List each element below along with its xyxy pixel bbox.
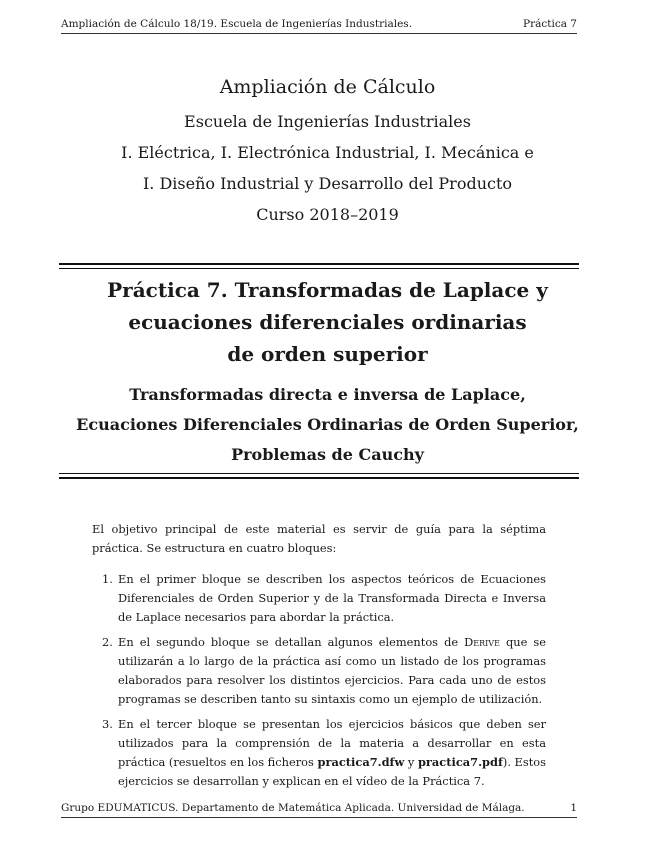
practice-subtitle-line-1: Transformadas directa e inversa de Laplace, bbox=[129, 385, 526, 404]
body-text bbox=[92, 520, 546, 797]
degrees-line-1: I. Eléctrica, I. Electrónica Industrial, I. Mecánica e bbox=[121, 143, 534, 162]
list-item-number: 3. bbox=[102, 717, 113, 731]
list-item-text-before: En el segundo bloque se detallan algunos elementos de bbox=[118, 635, 465, 649]
list-item-number: 1. bbox=[102, 572, 113, 586]
degrees-line-2: I. Diseño Industrial y Desarrollo del Producto bbox=[142, 174, 513, 193]
file-name-pdf: practica7.pdf bbox=[417, 755, 503, 769]
course-title: Ampliación de Cálculo bbox=[219, 76, 436, 98]
practice-subtitle-line-3: Problemas de Cauchy bbox=[231, 445, 424, 464]
list-item bbox=[92, 570, 546, 627]
title-block bbox=[0, 76, 655, 230]
footer-left: Grupo EDUMATICUS. Departamento de Matemática Aplicada. Universidad de Málaga. bbox=[61, 802, 525, 814]
top-double-rule bbox=[59, 263, 579, 269]
running-footer bbox=[61, 802, 577, 818]
running-header bbox=[61, 18, 577, 34]
practice-subtitle-line-2: Ecuaciones Diferenciales Ordinarias de Orden Superior, bbox=[76, 415, 579, 434]
file-name-dfw: practica7.dfw bbox=[317, 755, 405, 769]
school-name: Escuela de Ingenierías Industriales bbox=[184, 112, 471, 131]
page-number: 1 bbox=[570, 802, 577, 814]
intro-paragraph: El objetivo principal de este material es servir de guía para la séptima práctica. Se estructura en cuatro bloques: bbox=[92, 522, 546, 555]
header-right: Práctica 7 bbox=[523, 18, 577, 30]
bottom-double-rule bbox=[59, 473, 579, 479]
list-item-text-mid: y bbox=[404, 755, 418, 769]
list-item-text-before: En el tercer bloque se presentan los ejercicios básicos que deben ser utilizados para la comprensión de la materia a desarrollar en esta práctica (resueltos en los ficheros bbox=[118, 717, 546, 769]
practice-title-line-1: Práctica 7. Transformadas de Laplace y bbox=[107, 278, 548, 302]
practice-heading bbox=[0, 274, 655, 470]
software-name: Derive bbox=[464, 635, 500, 649]
academic-year: Curso 2018–2019 bbox=[256, 205, 399, 224]
list-item-text-after: que se utilizarán a lo largo de la práctica así como un listado de los programas elaborados para resolver los distintos ejercicios. Para cada uno de estos programas se describen tanto su sintaxis como un ejemplo de utilización. bbox=[118, 635, 546, 706]
list-item bbox=[92, 633, 546, 709]
list-item-number: 2. bbox=[102, 635, 113, 649]
practice-title-line-2: ecuaciones diferenciales ordinarias bbox=[128, 310, 527, 334]
list-item bbox=[92, 715, 546, 791]
list-item-text-after: ). Estos ejercicios se desarrollan y explican en el vídeo de la Práctica 7. bbox=[118, 755, 547, 788]
list-item-text: En el primer bloque se describen los aspectos teóricos de Ecuaciones Diferenciales de Orden Superior y de la Transformada Directa e Inversa de Laplace necesarios para abordar la práctica. bbox=[118, 572, 546, 624]
practice-title-line-3: de orden superior bbox=[227, 342, 428, 366]
blocks-list bbox=[92, 570, 546, 791]
header-left: Ampliación de Cálculo 18/19. Escuela de Ingenierías Industriales. bbox=[61, 18, 413, 30]
